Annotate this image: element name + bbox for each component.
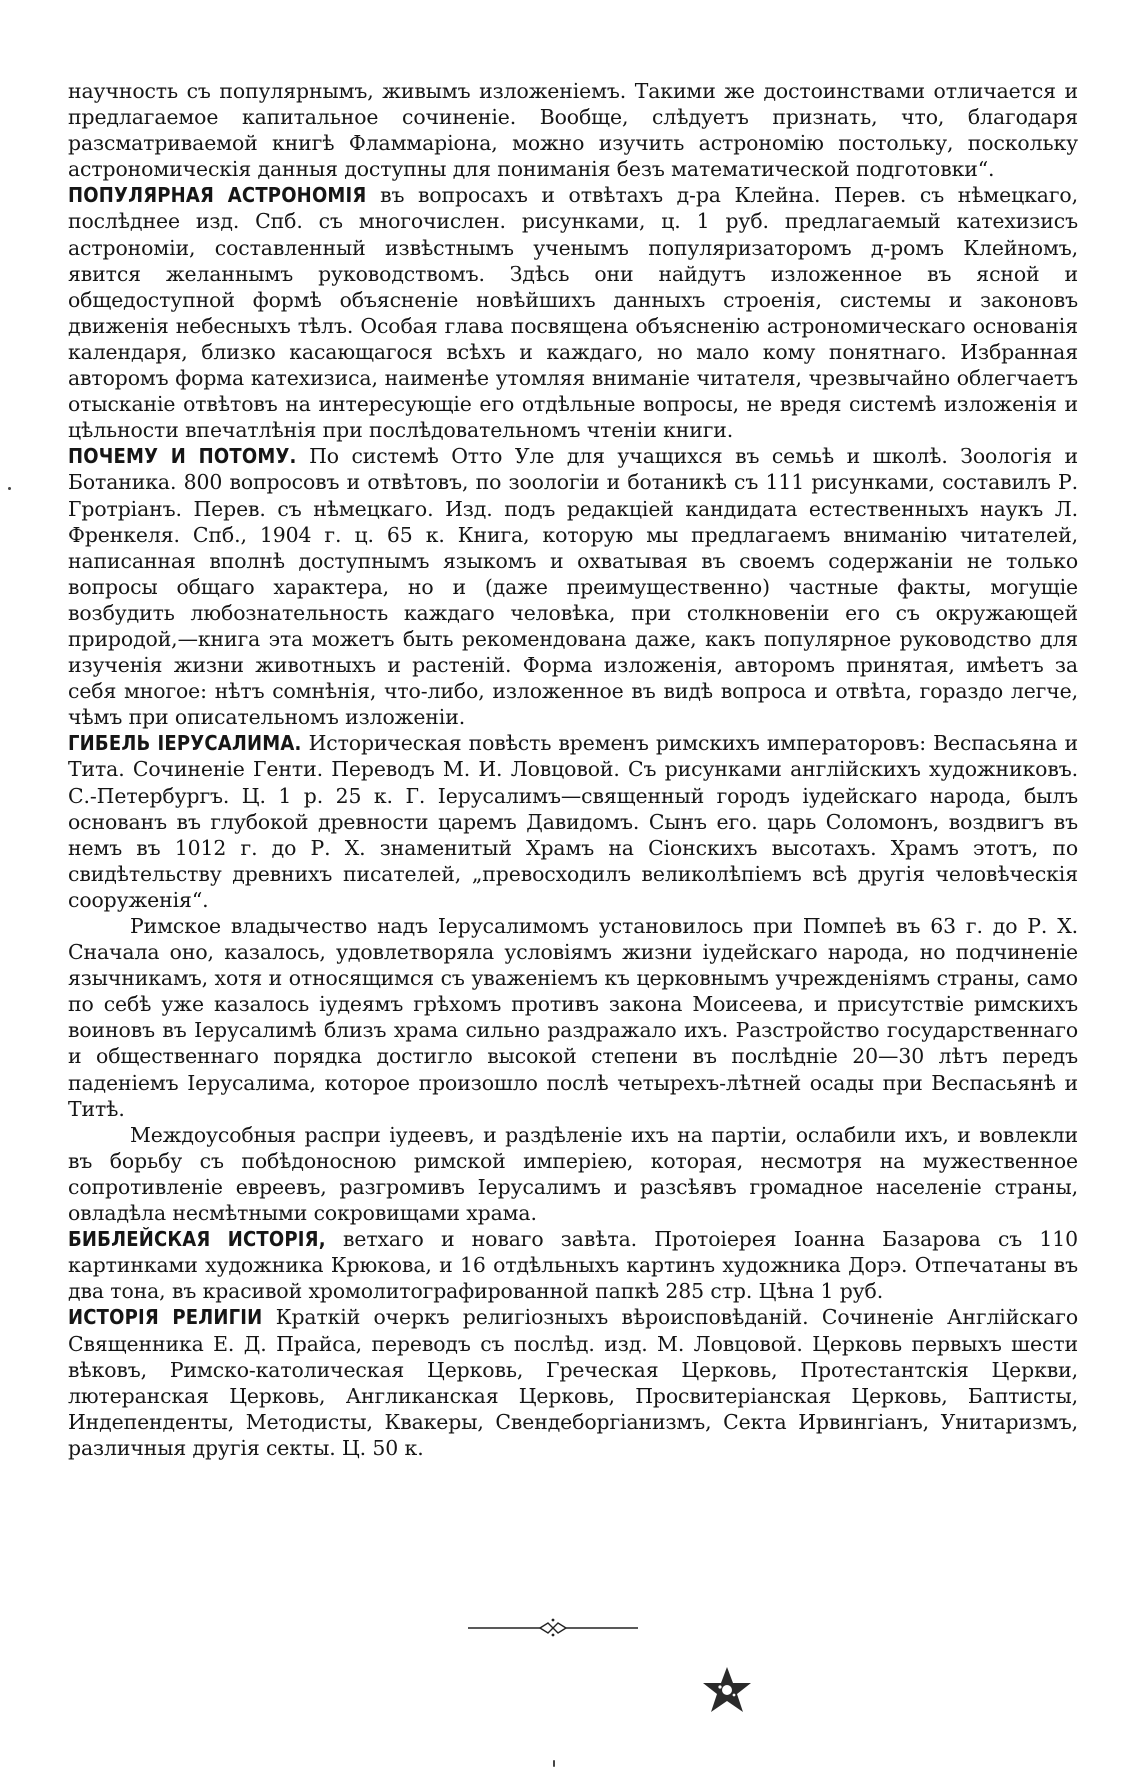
paragraph-6: [68, 1122, 1078, 1226]
entry-heading: ГИБЕЛЬ ІЕРУСАЛИМА.: [68, 731, 302, 756]
entry-heading: ПОЧЕМУ И ПОТОМУ.: [68, 444, 297, 469]
paragraph-8-text: Краткій очеркъ религіозныхъ вѣроисповѣданій. Сочиненіе Англійскаго Священника Е. Д. Прайса, переводъ съ послѣд. изд. М. Ловцовой. Церковь первыхъ шести вѣковъ, Римско-католическая Церковь, Греческая Церковь, Протестантскія Церкви, лютеранская Церковь, Англиканская Церковь, Просвитеріанская Церковь, Баптисты, Индепенденты, Методисты, Квакеры, Свендеборгіанизмъ, Секта Ирвингіанъ, Унитаризмъ, различныя другія секты. Ц. 50 к.: [68, 1305, 1078, 1460]
paragraph-6-text: Междоусобныя распри іудеевъ, и раздѣленіе ихъ на партіи, ослабили ихъ, и вовлекли въ борьбу съ побѣдоносною римской имперіею, которая, несмотря на мужественное сопротивленіе евреевъ, разгромивъ Іерусалимъ и разсѣявъ громадное населеніе страны, овладѣла несмѣтными сокровищами храма.: [68, 1122, 1078, 1226]
entry-heading: ПОПУЛЯРНАЯ АСТРОНОМІЯ: [68, 183, 367, 208]
print-speck: [553, 1760, 555, 1767]
paragraph-4-text: Историческая повѣсть временъ римскихъ императоровъ: Веспасьяна и Тита. Сочиненіе Генти. Переводъ М. И. Ловцовой. Съ рисунками англійскихъ художниковъ. С.-Петербургъ. Ц. 1 р. 25 к. Г. Іерусалимъ—священный городъ іудейскаго народа, былъ основанъ въ глубокой древности царемъ Давидомъ. Сынъ его. царь Соломонъ, воздвигъ въ немъ въ 1012 г. до Р. Х. знаменитый Храмъ на Сіонскихъ высотахъ. Храмъ этотъ, по свидѣтельству древнихъ писателей, „превосходилъ великолѣпіемъ всѣ другія человѣческія сооруженія“.: [68, 731, 1078, 912]
paragraph-5: [68, 913, 1078, 1122]
paragraph-3: [68, 443, 1078, 730]
entry-history-of-religion: [68, 1304, 1078, 1461]
paragraph-5-text: Римское владычество надъ Іерусалимомъ установилось при Помпеѣ въ 63 г. до Р. Х. Сначала оно, казалось, удовлетворяла условіямъ жизни іудейскаго народа, но подчиненіе язычникамъ, хотя и относящимся съ уваженіемъ къ церковнымъ учрежденіямъ страны, само по себѣ уже казалось іудеямъ грѣхомъ противъ закона Моисеева, и присутствіе римскихъ воиновъ въ Іерусалимѣ близъ храма сильно раздражало ихъ. Разстройство государственнаго и общественнаго порядка достигло высокой степени въ послѣдніе 20—30 лѣтъ передъ паденіемъ Іерусалима, которое произошло послѣ четырехъ-лѣтней осады при Веспасьянѣ и Титѣ.: [68, 914, 1078, 1121]
paragraph-7-text: ветхаго и новаго завѣта. Протоіерея Іоанна Базарова съ 110 картинками художника Крюкова, и 16 отдѣльныхъ картинъ художника Дорэ. Отпечатаны въ два тона, въ красивой хромолитографированной папкѣ 285 стр. Цѣна 1 руб.: [68, 1227, 1078, 1304]
entry-popular-astronomy: [68, 182, 1078, 443]
print-speck: [8, 487, 11, 490]
entry-heading: БИБЛЕЙСКАЯ ИСТОРІЯ,: [68, 1227, 326, 1252]
entry-bible-history: [68, 1226, 1078, 1304]
paragraph-3-text: По системѣ Отто Уле для учащихся въ семьѣ и школѣ. Зоологія и Ботаника. 800 вопросовъ и отвѣтовъ, по зоологіи и ботаникѣ съ 111 рисунками, составилъ Р. Гротріанъ. Перев. съ нѣмецкаго. Изд. подъ редакціей кандидата естественныхъ наукъ Л. Френкеля. Спб., 1904 г. ц. 65 к. Книга, которую мы предлагаемъ вниманію читателей, написанная вполнѣ доступнымъ языкомъ и охватывая въ своемъ содержаніи не только вопросы общаго характера, но и (даже преимущественно) частные факты, могущіе возбудить любознательность каждаго человѣка, при столкновеніи его съ окружающей природой,—книга эта можетъ быть рекомендована даже, какъ популярное руководство для изученія жизни животныхъ и растеній. Форма изложенія, авторомъ принятая, имѣетъ за себя многое: нѣтъ сомнѣнія, что-либо, изложенное въ видѣ вопроса и отвѣта, гораздо легче, чѣмъ при описательномъ изложеніи.: [68, 444, 1078, 730]
entry-heading: ИСТОРІЯ РЕЛИГІИ: [68, 1305, 263, 1330]
paragraph-8: [68, 1304, 1078, 1461]
paragraph-1-text: научность съ популярнымъ, живымъ изложеніемъ. Такими же достоинствами отличается и предлагаемое капитальное сочиненіе. Вообще, слѣдуетъ признать, что, благодаря разсматриваемой книгѣ Фламмаріона, можно изучить астрономію постольку, поскольку астрономическія данныя доступны для пониманія безъ математической подготовки“.: [68, 79, 1078, 182]
paragraph-4: [68, 730, 1078, 913]
paragraph-7: [68, 1226, 1078, 1304]
paragraph-2-text: въ вопросахъ и отвѣтахъ д-ра Клейна. Перев. съ нѣмецкаго, послѣднее изд. Спб. съ многочислен. рисунками, ц. 1 руб. предлагаемый катехизисъ астрономіи, составленный извѣстнымъ ученымъ популяризаторомъ д-ромъ Клейномъ, явится желаннымъ руководствомъ. Здѣсь они найдутъ изложенное въ ясной и общедоступной формѣ объясненіе новѣйшихъ данныхъ строенія, системы и законовъ движенія небесныхъ тѣлъ. Особая глава посвящена объясненію астрономическаго основанія календаря, близко касающагося всѣхъ и каждаго, но мало кому понятнаго. Избранная авторомъ форма катехизиса, наименѣе утомляя вниманіе читателя, чрезвычайно облегчаетъ отысканіе отвѣтовъ на интересующіе его отдѣльные вопросы, не вредя системѣ изложенія и цѣльности впечатлѣнія при послѣдовательномъ чтеніи книги.: [68, 183, 1078, 443]
paragraph-2: [68, 182, 1078, 443]
star-icon: [700, 1665, 754, 1715]
entry-why-and-because: [68, 443, 1078, 730]
divider-ornament-icon: [468, 1617, 638, 1637]
entry-flammarion-continuation: [68, 78, 1078, 182]
entry-fall-of-jerusalem: [68, 730, 1078, 1226]
paragraph-1: [68, 78, 1078, 182]
